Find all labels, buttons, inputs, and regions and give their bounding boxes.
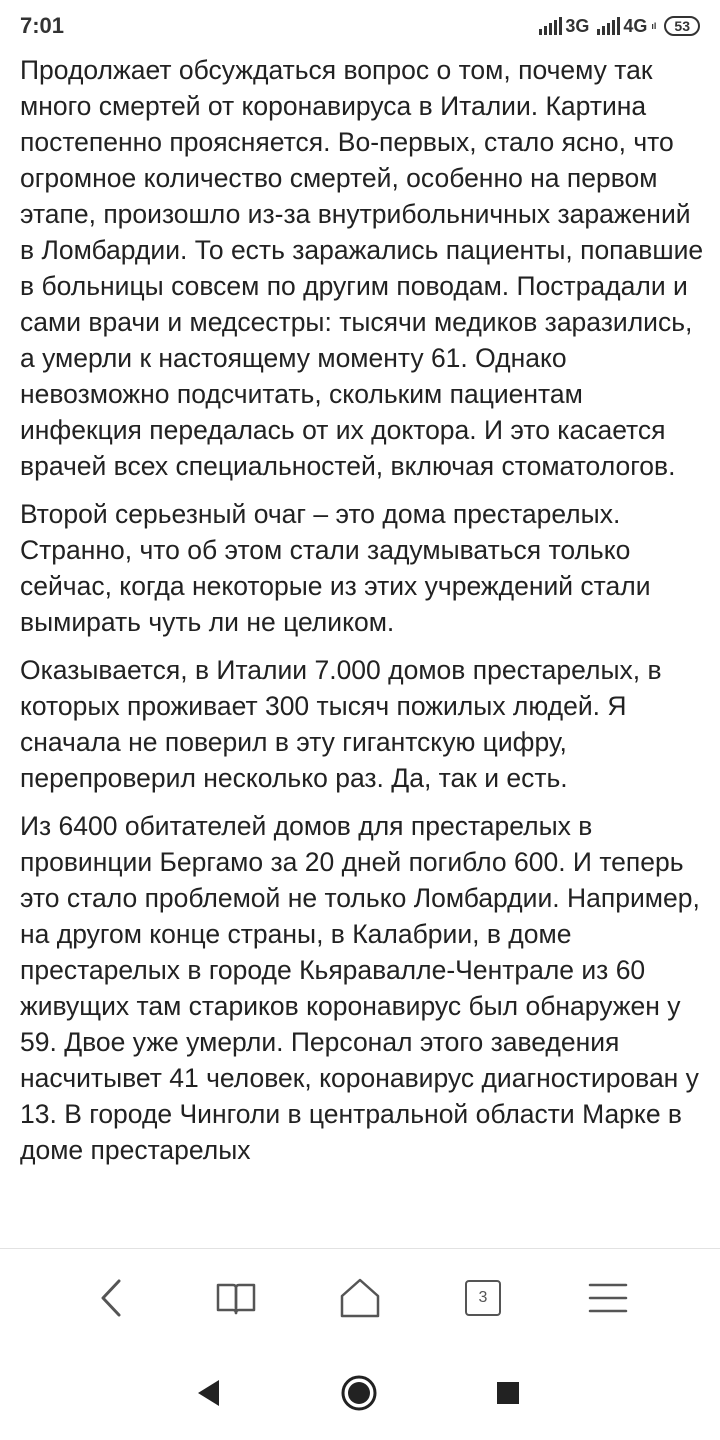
network-4g	[597, 16, 656, 37]
home-icon	[339, 1277, 381, 1319]
bookmarks-button[interactable]	[211, 1273, 261, 1323]
article-body	[20, 52, 706, 1248]
chevron-left-icon	[97, 1278, 127, 1318]
signal-strength-icon	[539, 17, 562, 35]
triangle-back-icon	[195, 1378, 221, 1408]
open-book-icon	[215, 1280, 257, 1316]
article-paragraph: Из 6400 обитателей домов для престарелых в провинции Бергамо за 20 дней погибло 600. И теперь это стало проблемой не только Ломбардии. Например, на другом конце страны, в Калабрии, в доме престарелых в городе Кьяравалле-Чентрале из 60 живущих там стариков коронавирус был обнаружен у 59. Двое уже умерли. Персонал этого заведения насчитывет 41 человек, коронавирус диагностирован у 13. В городе Чинголи в центральной области Марке в доме престарелых	[20, 811, 700, 1165]
article-paragraph: Продолжает обсуждаться вопрос о том, почему так много смертей от коронавируса в Италии. Картина постепенно проясняется. Во-первых, стало ясно, что огромное количество смертей, особенно на первом этапе, произошло из-за внутрибольничных заражений в Ломбардии. То есть заражались пациенты, попавшие в больницы совсем по другим поводам. Пострадали и сами врачи и медсестры: тысячи медиков заразились, а умерли к настоящему моменту 61. Однако невозможно подсчитать, скольким пациентам инфекция передалась от их доктора. И это касается врачей всех специальностей, включая стоматологов.	[20, 55, 704, 481]
system-navigation-bar	[0, 1346, 720, 1440]
signal-strength-icon	[597, 17, 620, 35]
article-paragraph: Второй серьезный очаг – это дома престарелых. Странно, что об этом стали задумываться только сейчас, когда некоторые из этих учреждений стали вымирать чуть ли не целиком.	[20, 499, 651, 637]
article-paragraph: Оказывается, в Италии 7.000 домов престарелых, в которых проживает 300 тысяч пожилых людей. Я сначала не поверил в эту гигантскую цифру, перепроверил несколько раз. Да, так и есть.	[20, 655, 662, 793]
network-3g	[539, 16, 589, 37]
status-bar	[0, 0, 720, 52]
battery-level: 53	[674, 18, 690, 34]
circle-home-icon	[340, 1374, 378, 1412]
hamburger-menu-icon	[588, 1281, 628, 1315]
back-button[interactable]	[87, 1273, 137, 1323]
network-4g-label: 4G	[623, 15, 648, 36]
menu-button[interactable]	[583, 1273, 633, 1323]
tabs-button[interactable]	[458, 1273, 508, 1323]
network-4g-sub: ıl	[651, 21, 657, 31]
status-time: 7:01	[20, 13, 65, 38]
status-indicators	[539, 16, 700, 37]
network-3g-label: 3G	[565, 15, 590, 36]
system-recents-button[interactable]	[488, 1373, 528, 1413]
system-home-button[interactable]	[339, 1373, 379, 1413]
browser-toolbar	[0, 1248, 720, 1346]
square-recents-icon	[495, 1380, 521, 1406]
system-back-button[interactable]	[188, 1373, 228, 1413]
battery-icon	[664, 16, 700, 36]
tabs-count: 3	[478, 1289, 488, 1306]
home-button[interactable]	[335, 1273, 385, 1323]
tabs-count-badge	[465, 1280, 501, 1316]
